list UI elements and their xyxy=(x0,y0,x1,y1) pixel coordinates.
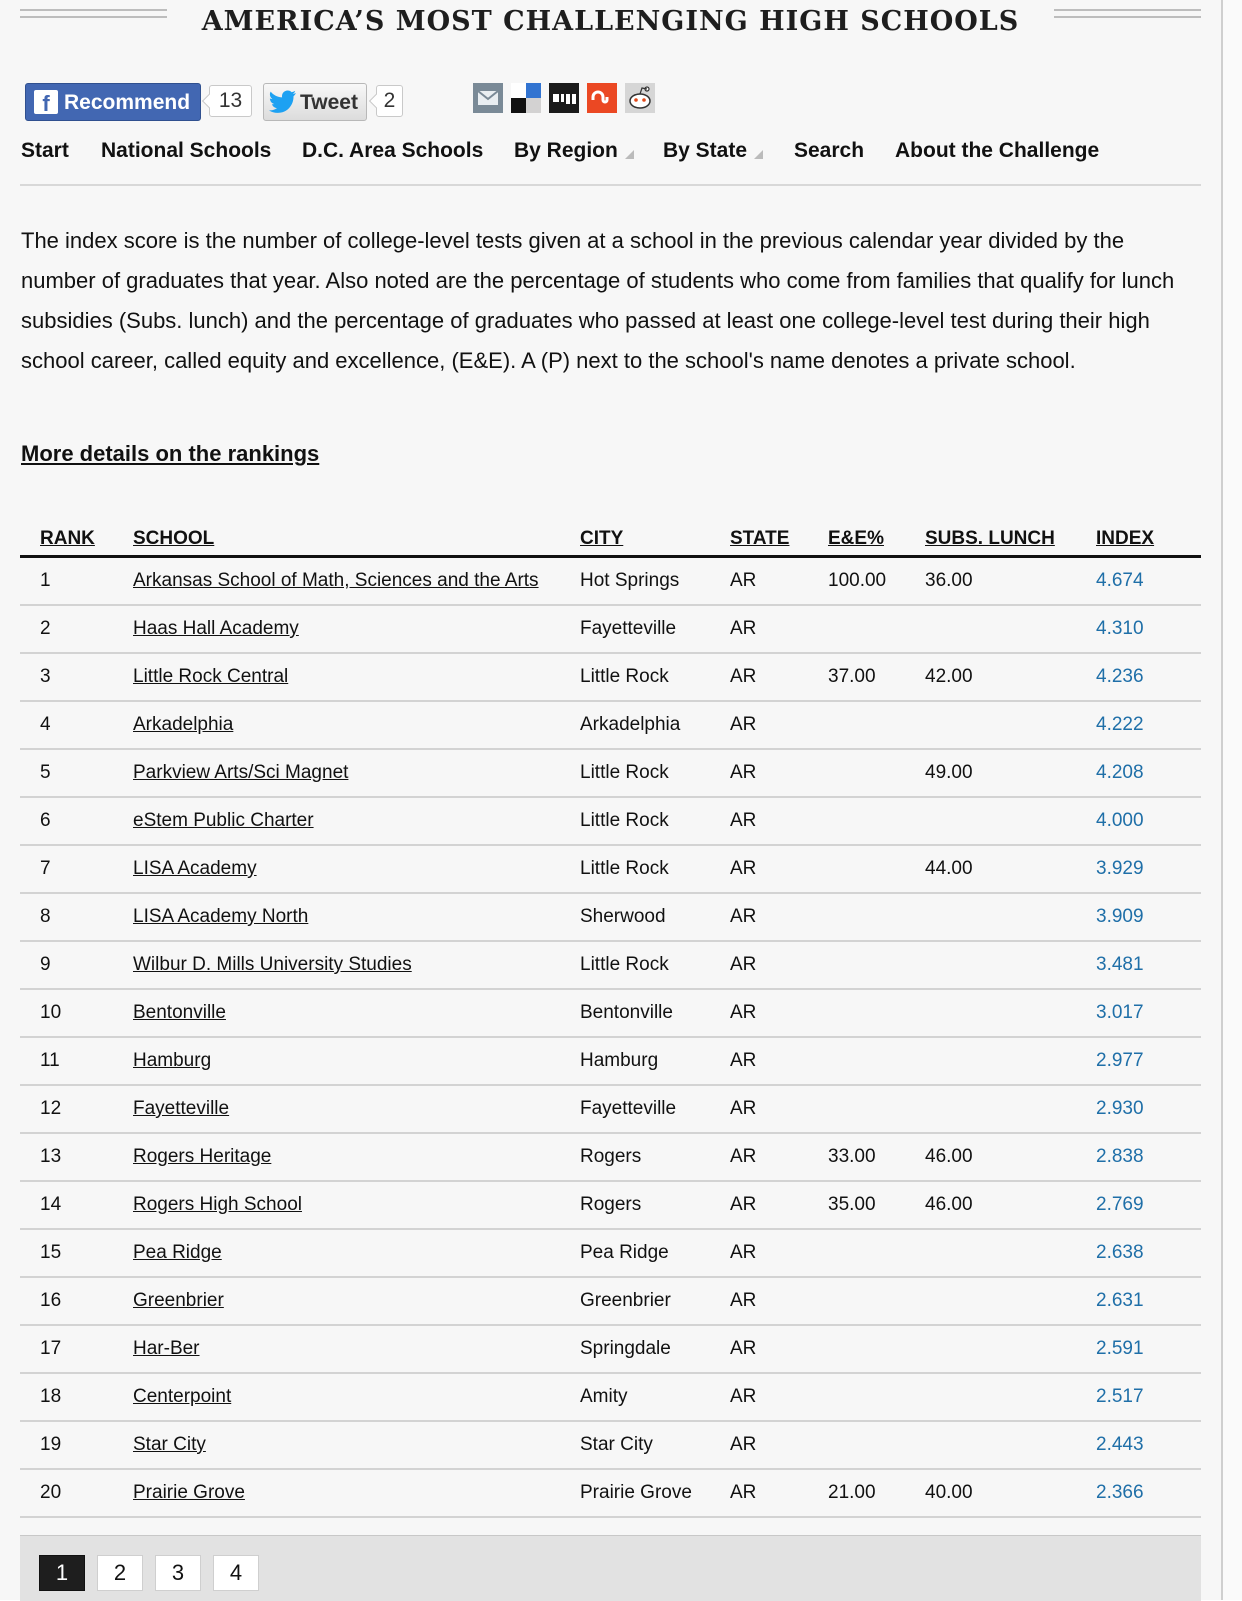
tweet-count-badge xyxy=(376,85,403,117)
state-cell: AR xyxy=(730,1050,757,1071)
header-state[interactable]: STATE xyxy=(730,528,790,549)
nav-start-label: Start xyxy=(21,139,69,162)
rank-cell: 5 xyxy=(40,762,51,783)
header-subs-lunch[interactable]: SUBS. LUNCH xyxy=(925,528,1055,549)
city-cell: Bentonville xyxy=(580,1002,673,1023)
city-cell: Arkadelphia xyxy=(580,714,681,735)
city-cell: Rogers xyxy=(580,1146,642,1167)
index-score-cell: 4.310 xyxy=(1096,618,1144,639)
city-cell: Amity xyxy=(580,1386,628,1407)
state-cell: AR xyxy=(730,954,757,975)
table-body xyxy=(20,558,1201,1518)
nav-dc-area-schools-label: D.C. Area Schools xyxy=(302,139,484,162)
index-score-cell: 3.481 xyxy=(1096,954,1144,975)
pagination xyxy=(20,1535,1201,1601)
rank-cell: 15 xyxy=(40,1242,62,1263)
rank-cell: 13 xyxy=(40,1146,62,1167)
school-name-link[interactable]: Rogers High School xyxy=(133,1194,302,1215)
index-description: The index score is the number of college-level tests given at a school in the previous calendar year divided by the number of graduates that year. Also noted are the percentage of students who come from families that qualify for lunch subsidies (Subs. lunch) and the percentage of graduates who passed at least one college-level test during their high school career, called equity and excellence, (E&E). A (P) next to the school's name denotes a private school. xyxy=(21,228,1175,373)
index-score-cell: 4.222 xyxy=(1096,714,1144,735)
index-score-cell: 4.674 xyxy=(1096,570,1144,591)
state-cell: AR xyxy=(730,666,757,687)
table-row xyxy=(20,1134,1201,1182)
dropdown-caret-icon xyxy=(754,150,763,159)
rank-cell: 14 xyxy=(40,1194,62,1215)
tweet-button[interactable] xyxy=(263,83,367,121)
city-cell: Little Rock xyxy=(580,762,669,783)
facebook-recommend-button[interactable] xyxy=(25,83,201,121)
header-school[interactable]: SCHOOL xyxy=(133,528,215,549)
rank-cell: 2 xyxy=(40,618,51,639)
page-4-button[interactable]: 4 xyxy=(213,1555,259,1591)
school-name-link[interactable]: Fayetteville xyxy=(133,1098,230,1119)
rank-cell: 8 xyxy=(40,906,51,927)
delicious-icon[interactable] xyxy=(511,83,541,113)
city-cell: Sherwood xyxy=(580,906,666,927)
table-row xyxy=(20,990,1201,1038)
index-score-cell: 2.838 xyxy=(1096,1146,1144,1167)
header-ee-percent[interactable]: E&E% xyxy=(828,528,884,549)
city-cell: Greenbrier xyxy=(580,1290,671,1311)
subs-lunch-cell: 40.00 xyxy=(925,1482,973,1503)
page-1-button[interactable]: 1 xyxy=(39,1555,85,1591)
dropdown-caret-icon xyxy=(625,150,634,159)
rank-cell: 20 xyxy=(40,1482,62,1503)
index-score-cell: 2.769 xyxy=(1096,1194,1144,1215)
nav-by-region-label: By Region xyxy=(514,139,618,162)
header-rank[interactable]: RANK xyxy=(40,528,95,549)
school-name-link[interactable]: eStem Public Charter xyxy=(133,810,314,831)
nav-about-the-challenge[interactable] xyxy=(895,139,1099,163)
school-name-link[interactable]: Haas Hall Academy xyxy=(133,618,299,639)
table-row xyxy=(20,558,1201,606)
rank-cell: 4 xyxy=(40,714,51,735)
table-row xyxy=(20,894,1201,942)
rank-cell: 1 xyxy=(40,570,51,591)
rank-cell: 19 xyxy=(40,1434,62,1455)
table-row xyxy=(20,1038,1201,1086)
index-score-cell: 4.208 xyxy=(1096,762,1144,783)
school-name-link[interactable]: LISA Academy North xyxy=(133,906,309,927)
index-score-cell: 3.929 xyxy=(1096,858,1144,879)
state-cell: AR xyxy=(730,1482,757,1503)
city-cell: Fayetteville xyxy=(580,618,677,639)
table-row xyxy=(20,750,1201,798)
school-name-link[interactable]: Har-Ber xyxy=(133,1338,200,1359)
subs-lunch-cell: 42.00 xyxy=(925,666,973,687)
state-cell: AR xyxy=(730,906,757,927)
recommend-label: Recommend xyxy=(64,91,191,114)
rank-cell: 16 xyxy=(40,1290,62,1311)
city-cell: Springdale xyxy=(580,1338,671,1359)
index-score-cell: 3.017 xyxy=(1096,1002,1144,1023)
page-2-button[interactable]: 2 xyxy=(97,1555,143,1591)
school-name-link[interactable]: Centerpoint xyxy=(133,1386,232,1407)
city-cell: Rogers xyxy=(580,1194,642,1215)
school-name-link[interactable]: Bentonville xyxy=(133,1002,226,1023)
table-row xyxy=(20,1422,1201,1470)
state-cell: AR xyxy=(730,1146,757,1167)
rank-cell: 11 xyxy=(40,1050,60,1071)
subs-lunch-cell: 46.00 xyxy=(925,1194,973,1215)
state-cell: AR xyxy=(730,1242,757,1263)
index-score-cell: 3.909 xyxy=(1096,906,1144,927)
recommend-count-badge xyxy=(209,85,252,117)
state-cell: AR xyxy=(730,1434,757,1455)
rank-cell: 7 xyxy=(40,858,51,879)
ee-percent-cell: 33.00 xyxy=(828,1146,876,1167)
rank-cell: 12 xyxy=(40,1098,62,1119)
table-row xyxy=(20,654,1201,702)
index-score-cell: 2.443 xyxy=(1096,1434,1144,1455)
state-cell: AR xyxy=(730,762,757,783)
nav-about-label: About the Challenge xyxy=(895,139,1100,162)
school-name-link[interactable]: Star City xyxy=(133,1434,206,1455)
state-cell: AR xyxy=(730,1338,757,1359)
ee-percent-cell: 100.00 xyxy=(828,570,887,591)
table-row xyxy=(20,942,1201,990)
nav-by-state[interactable] xyxy=(663,139,763,163)
nav-search[interactable] xyxy=(794,139,864,163)
nav-search-label: Search xyxy=(794,139,865,162)
table-row xyxy=(20,846,1201,894)
index-score-cell: 2.366 xyxy=(1096,1482,1144,1503)
ee-percent-cell: 35.00 xyxy=(828,1194,876,1215)
nav-start[interactable] xyxy=(21,139,69,163)
rank-cell: 3 xyxy=(40,666,51,687)
city-cell: Prairie Grove xyxy=(580,1482,692,1503)
nav-national-schools-label: National Schools xyxy=(101,139,272,162)
state-cell: AR xyxy=(730,1002,757,1023)
rank-cell: 10 xyxy=(40,1002,62,1023)
city-cell: Hamburg xyxy=(580,1050,659,1071)
table-header xyxy=(20,523,1201,558)
state-cell: AR xyxy=(730,570,757,591)
state-cell: AR xyxy=(730,1386,757,1407)
school-name-link[interactable]: Rogers Heritage xyxy=(133,1146,272,1167)
index-score-cell: 2.638 xyxy=(1096,1242,1144,1263)
table-row xyxy=(20,1230,1201,1278)
city-cell: Star City xyxy=(580,1434,653,1455)
state-cell: AR xyxy=(730,810,757,831)
subs-lunch-cell: 36.00 xyxy=(925,570,973,591)
school-name-link[interactable]: Wilbur D. Mills University Studies xyxy=(133,954,412,975)
tweet-label: Tweet xyxy=(300,91,358,114)
city-cell: Fayetteville xyxy=(580,1098,677,1119)
header-index[interactable]: INDEX xyxy=(1096,528,1155,549)
right-margin xyxy=(1223,0,1242,1600)
page-3-button[interactable]: 3 xyxy=(155,1555,201,1591)
index-score-cell: 4.000 xyxy=(1096,810,1144,831)
table-row xyxy=(20,702,1201,750)
nav-dc-area-schools[interactable] xyxy=(302,139,483,163)
state-cell: AR xyxy=(730,714,757,735)
title-bar xyxy=(20,6,1201,46)
index-score-cell: 4.236 xyxy=(1096,666,1144,687)
school-name-link[interactable]: LISA Academy xyxy=(133,858,257,879)
nav-divider xyxy=(20,184,1201,186)
index-score-cell: 2.517 xyxy=(1096,1386,1144,1407)
subs-lunch-cell: 44.00 xyxy=(925,858,973,879)
state-cell: AR xyxy=(730,1290,757,1311)
subs-lunch-cell: 46.00 xyxy=(925,1146,973,1167)
stumbleupon-icon[interactable] xyxy=(587,83,617,113)
nav-by-region[interactable] xyxy=(514,139,634,163)
rank-cell: 9 xyxy=(40,954,51,975)
recommend-count: 13 xyxy=(218,89,243,112)
state-cell: AR xyxy=(730,618,757,639)
school-name-link[interactable]: Little Rock Central xyxy=(133,666,289,687)
header-city[interactable]: CITY xyxy=(580,528,624,549)
table-row xyxy=(20,1374,1201,1422)
city-cell: Little Rock xyxy=(580,810,669,831)
city-cell: Little Rock xyxy=(580,954,669,975)
table-row xyxy=(20,1278,1201,1326)
facebook-icon: f xyxy=(34,90,58,114)
more-details-link[interactable]: More details on the rankings xyxy=(21,441,320,466)
rank-cell: 6 xyxy=(40,810,51,831)
school-name-link[interactable]: Arkansas School of Math, Sciences and the Arts xyxy=(133,570,539,591)
twitter-bird-icon xyxy=(269,90,297,114)
school-name-link[interactable]: Greenbrier xyxy=(133,1290,224,1311)
reddit-icon[interactable] xyxy=(625,83,655,113)
subs-lunch-cell: 49.00 xyxy=(925,762,973,783)
school-name-link[interactable]: Prairie Grove xyxy=(133,1482,245,1503)
tweet-count: 2 xyxy=(383,89,396,112)
email-icon[interactable] xyxy=(473,83,503,113)
ee-percent-cell: 21.00 xyxy=(828,1482,876,1503)
table-row xyxy=(20,606,1201,654)
nav-national-schools[interactable] xyxy=(101,139,271,163)
rank-cell: 17 xyxy=(40,1338,62,1359)
ee-percent-cell: 37.00 xyxy=(828,666,876,687)
table-row xyxy=(20,1086,1201,1134)
state-cell: AR xyxy=(730,1098,757,1119)
digg-icon[interactable] xyxy=(549,83,579,113)
state-cell: AR xyxy=(730,1194,757,1215)
table-row xyxy=(20,1470,1201,1518)
index-score-cell: 2.977 xyxy=(1096,1050,1144,1071)
index-score-cell: 2.591 xyxy=(1096,1338,1144,1359)
school-name-link[interactable]: Arkadelphia xyxy=(133,714,234,735)
index-score-cell: 2.930 xyxy=(1096,1098,1144,1119)
table-row xyxy=(20,1182,1201,1230)
state-cell: AR xyxy=(730,858,757,879)
page-title: AMERICA’S MOST CHALLENGING HIGH SCHOOLS xyxy=(201,6,1020,37)
index-score-cell: 2.631 xyxy=(1096,1290,1144,1311)
school-name-link[interactable]: Pea Ridge xyxy=(133,1242,222,1263)
nav-by-state-label: By State xyxy=(663,139,748,162)
table-row xyxy=(20,798,1201,846)
table-row xyxy=(20,1326,1201,1374)
city-cell: Little Rock xyxy=(580,858,669,879)
school-name-link[interactable]: Hamburg xyxy=(133,1050,212,1071)
city-cell: Little Rock xyxy=(580,666,669,687)
rank-cell: 18 xyxy=(40,1386,62,1407)
school-name-link[interactable]: Parkview Arts/Sci Magnet xyxy=(133,762,349,783)
city-cell: Pea Ridge xyxy=(580,1242,669,1263)
city-cell: Hot Springs xyxy=(580,570,680,591)
